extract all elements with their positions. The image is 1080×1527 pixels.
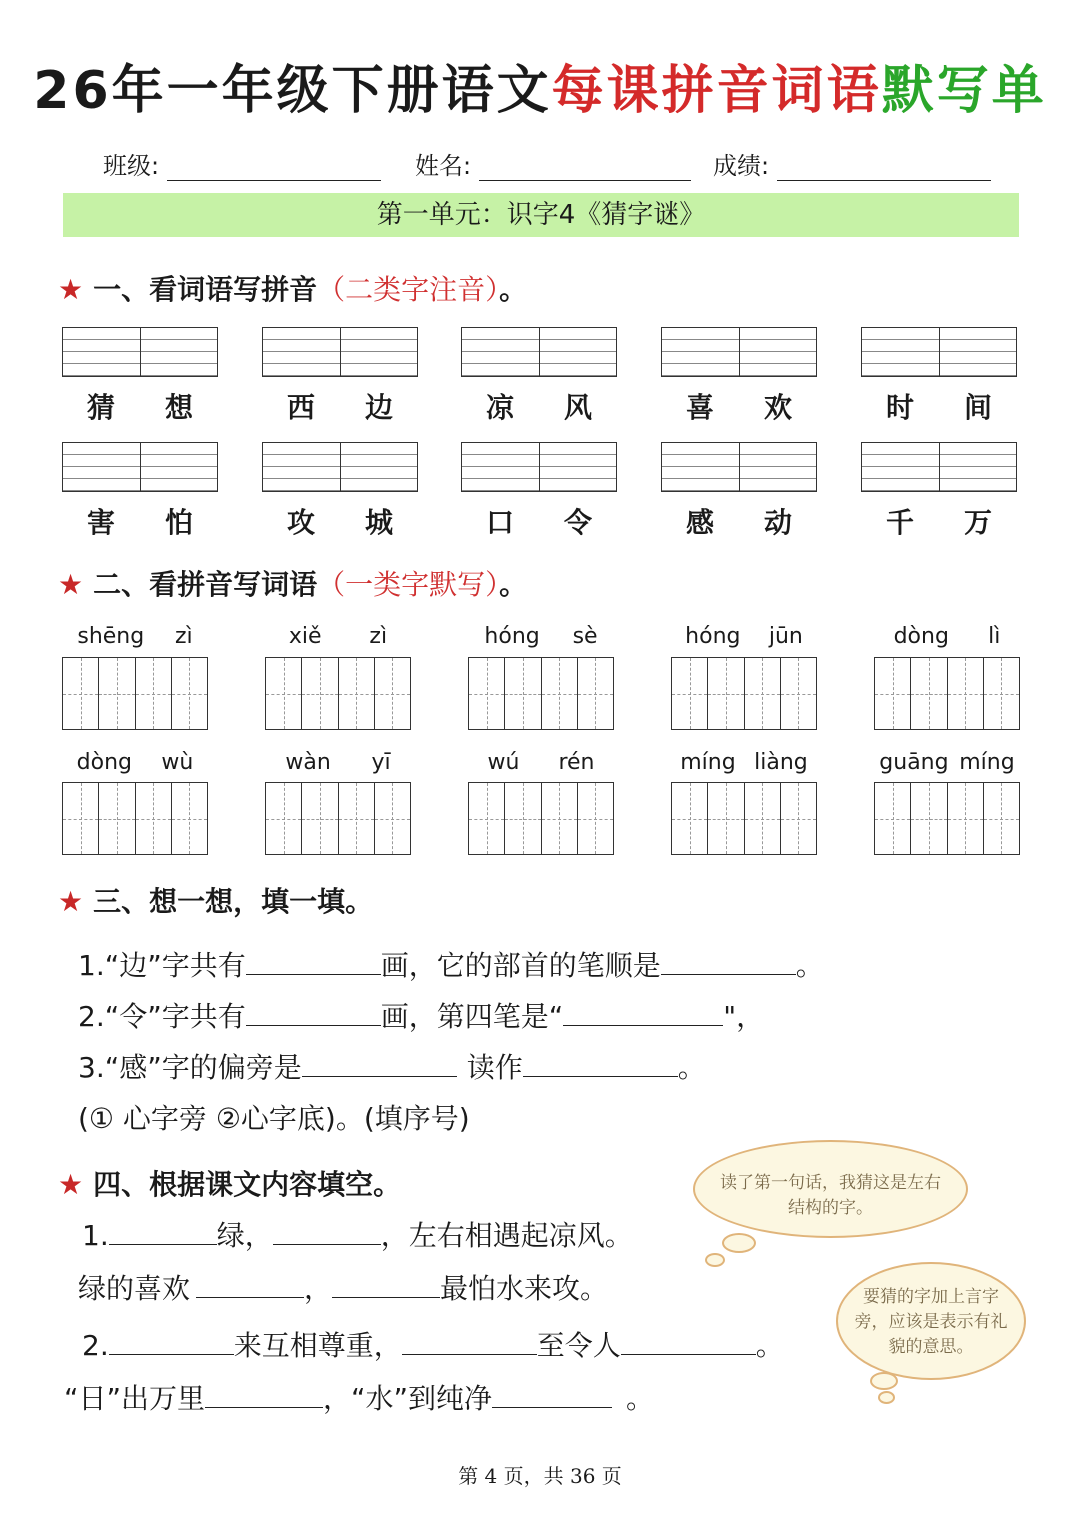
title-part2: 每课拼音词语	[551, 61, 882, 121]
answer-blank[interactable]	[402, 1328, 537, 1355]
page-title	[0, 48, 1080, 123]
writing-grid-7[interactable]	[265, 782, 411, 855]
pinyin-box-1[interactable]	[62, 327, 218, 377]
section3-heading	[58, 880, 373, 920]
answer-blank[interactable]	[246, 948, 381, 975]
pinyin-box-5[interactable]	[861, 327, 1017, 377]
writing-grid-6[interactable]	[62, 782, 208, 855]
pinyin-box-8[interactable]	[461, 442, 617, 492]
writing-grid-8[interactable]	[468, 782, 614, 855]
pinyin-box-6[interactable]	[62, 442, 218, 492]
section4-heading	[58, 1163, 401, 1203]
score-label: 成绩:	[713, 152, 770, 180]
pinyin-5: dòng lì	[893, 624, 1001, 649]
answer-blank[interactable]	[523, 1050, 678, 1077]
fill-line-2: 绿的喜欢 ， 最怕水来攻。	[78, 1272, 609, 1305]
fill-line-3: 2. 来互相尊重， 至令人 。	[82, 1329, 784, 1362]
info-score	[713, 146, 991, 181]
word-10: 千 万	[885, 506, 992, 539]
pinyin-7: wàn yī	[285, 750, 391, 775]
answer-blank[interactable]	[205, 1381, 323, 1408]
word-1: 猜 想	[86, 391, 193, 424]
bubble-dot	[705, 1253, 725, 1267]
answer-blank[interactable]	[661, 948, 796, 975]
title-part1: 26年一年级下册语文	[33, 61, 552, 121]
unit-banner: 第一单元：识字4《猜字谜》	[63, 193, 1019, 237]
answer-blank[interactable]	[109, 1328, 234, 1355]
pinyin-box-4[interactable]	[661, 327, 817, 377]
pinyin-9: míng liàng	[680, 750, 808, 775]
pinyin-2: xiě zì	[288, 624, 388, 649]
question-3-1: 1.“边”字共有 画，它的部首的笔顺是 。	[78, 949, 824, 982]
section2-heading	[58, 563, 527, 603]
writing-grid-1[interactable]	[62, 657, 208, 730]
bubble-dot	[878, 1391, 895, 1404]
answer-blank[interactable]	[109, 1218, 217, 1245]
section4-title: 四、根据课文内容填空。	[93, 1168, 402, 1201]
word-8: 口 令	[485, 506, 592, 539]
pinyin-4: hóng jūn	[685, 624, 803, 649]
answer-blank[interactable]	[563, 999, 723, 1026]
word-4: 喜 欢	[685, 391, 792, 424]
star-icon: ★	[58, 885, 84, 918]
writing-grid-3[interactable]	[468, 657, 614, 730]
bubble-dot	[870, 1372, 898, 1390]
section1-title: 一、看词语写拼音	[93, 273, 318, 306]
answer-blank[interactable]	[492, 1381, 612, 1408]
star-icon: ★	[58, 273, 84, 306]
fill-line-1: 1. 绿， ，左右相遇起凉风。	[82, 1219, 633, 1252]
pinyin-box-9[interactable]	[661, 442, 817, 492]
question-3-2: 2.“令”字共有 画，第四笔是“ "，	[78, 1000, 765, 1033]
question-3-3: 3.“感”字的偏旁是 读作 。	[78, 1051, 706, 1084]
score-field[interactable]	[777, 152, 991, 181]
section1-end: 。	[499, 273, 528, 306]
writing-grid-2[interactable]	[265, 657, 411, 730]
word-3: 凉 风	[485, 391, 592, 424]
pinyin-box-10[interactable]	[861, 442, 1017, 492]
writing-grid-5[interactable]	[874, 657, 1020, 730]
section2-title: 二、看拼音写词语	[93, 568, 318, 601]
hint-bubble-1: 读了第一句话，我猜这是左右结构的字。	[693, 1140, 968, 1238]
writing-grid-9[interactable]	[671, 782, 817, 855]
class-label: 班级:	[103, 152, 160, 180]
pinyin-box-7[interactable]	[262, 442, 418, 492]
answer-blank[interactable]	[196, 1271, 304, 1298]
title-part3: 默写单	[881, 61, 1047, 121]
fill-line-4: “日”出万里 ，“水”到纯净 。	[64, 1382, 655, 1415]
word-2: 西 边	[286, 391, 393, 424]
section3-title: 三、想一想，填一填。	[93, 885, 374, 918]
name-label: 姓名:	[415, 152, 472, 180]
pinyin-3: hóng sè	[484, 624, 598, 649]
answer-blank[interactable]	[332, 1271, 440, 1298]
hint-bubble-2: 要猜的字加上言字旁，应该是表示有礼貌的意思。	[836, 1262, 1026, 1380]
question-3-4: (① 心字旁 ②心字底)。(填序号)	[78, 1102, 470, 1135]
pinyin-6: dòng wù	[76, 750, 194, 775]
info-name	[415, 146, 691, 181]
answer-blank[interactable]	[302, 1050, 457, 1077]
star-icon: ★	[58, 1168, 84, 1201]
name-field[interactable]	[479, 152, 691, 181]
section2-end: 。	[499, 568, 528, 601]
word-7: 攻 城	[286, 506, 393, 539]
star-icon: ★	[58, 568, 84, 601]
answer-blank[interactable]	[246, 999, 381, 1026]
answer-blank[interactable]	[621, 1328, 756, 1355]
answer-blank[interactable]	[273, 1218, 381, 1245]
page-footer: 第 4 页，共 36 页	[458, 1464, 622, 1488]
word-5: 时 间	[885, 391, 992, 424]
section2-note: （一类字默写）	[317, 568, 500, 601]
pinyin-10: guāng míng	[879, 750, 1015, 775]
word-6: 害 怕	[86, 506, 193, 539]
section1-heading	[58, 268, 527, 308]
pinyin-box-3[interactable]	[461, 327, 617, 377]
info-class	[103, 146, 381, 181]
bubble-dot	[722, 1233, 756, 1253]
class-field[interactable]	[167, 152, 381, 181]
pinyin-1: shēng zì	[77, 624, 193, 649]
word-9: 感 动	[685, 506, 792, 539]
section1-note: （二类字注音）	[317, 273, 500, 306]
writing-grid-4[interactable]	[671, 657, 817, 730]
pinyin-8: wú rén	[487, 750, 595, 775]
writing-grid-10[interactable]	[874, 782, 1020, 855]
pinyin-box-2[interactable]	[262, 327, 418, 377]
